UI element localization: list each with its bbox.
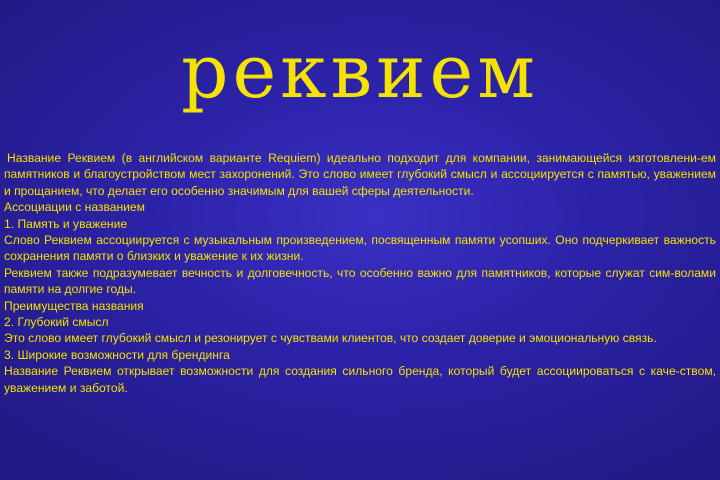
advantages-heading: Преимущества названия xyxy=(4,298,144,313)
item2-paragraph: Это слово имеет глубокий смысл и резонирует с чувствами клиентов, что создает доверие и эмоциональную связь. xyxy=(4,331,657,346)
item1-paragraph-2: Реквием также подразумевает вечность и долговечность, что особенно важно для памятников, которые служат сим-волами памяти на долгие годы. xyxy=(4,265,716,297)
item1-paragraph: Слово Реквием ассоциируется с музыкальным произведением, посвященным памяти усопших. Оно подчеркивает важность сохранения памяти о близких и уважение к их жизни. xyxy=(4,233,716,264)
item3-paragraph: Название Реквием открывает возможности для создания сильного бренда, который будет ассоциироваться с каче-ством, уважением и заботой. xyxy=(4,364,716,395)
intro-paragraph: Название Реквием (в английском варианте Requiem) идеально подходит для компании, занимающейся изготовлени-ем памятников и благоустройством мест захоронений. Это слово имеет глубокий смысл и ассоциируется с памятью, уважением и прощанием, что делает его особенно значимым для вашей сферы деятельности. xyxy=(4,151,716,198)
description-block xyxy=(4,150,716,396)
item3-heading: 3. Широкие возможности для брендинга xyxy=(4,347,230,362)
item2-heading: 2. Глубокий смысл xyxy=(4,315,109,330)
associations-heading: Ассоциации с названием xyxy=(4,200,145,215)
item1-heading: 1. Память и уважение xyxy=(4,216,128,231)
brand-logo: реквием xyxy=(181,29,539,115)
